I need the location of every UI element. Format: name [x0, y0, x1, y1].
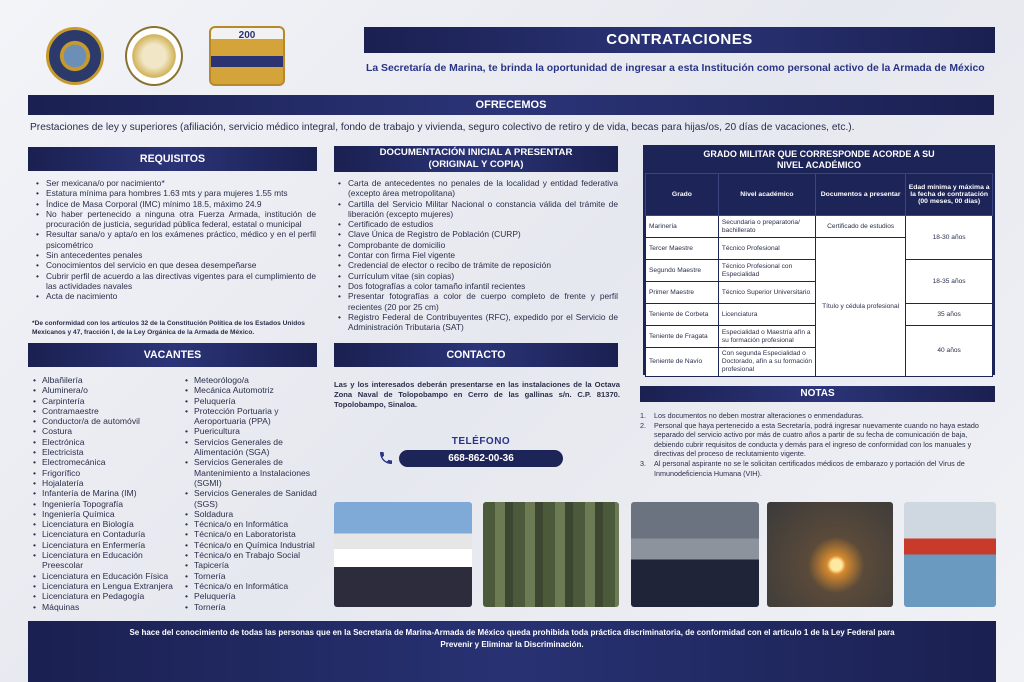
grado-cell: Teniente de Fragata: [646, 326, 719, 348]
list-item: • Protección Portuaria y Aeroportuaria (PPA): [184, 406, 324, 427]
list-item: • Técnica/o en Informática: [184, 519, 324, 529]
list-item: • Índice de Masa Corporal (IMC) mínimo 18.5, máximo 24.9: [34, 199, 316, 209]
table-row: [646, 216, 993, 238]
nivel-cell: Técnico Profesional: [718, 238, 815, 260]
list-item: • Licenciatura en Educación Preescolar: [32, 550, 182, 571]
list-item: • Currículum vitae (sin copias): [336, 271, 618, 281]
list-item: • Servicios Generales de Sanidad (SGS): [184, 488, 324, 509]
list-item: • Licenciatura en Educación Física: [32, 571, 182, 581]
grado-militar-table: [645, 173, 993, 377]
list-item: • Resultar sana/o y apta/o en los exámenes práctico, médico y en el perfil psicométrico: [34, 229, 316, 250]
column-header: Nivel académico: [718, 174, 815, 216]
list-item: • Licenciatura en Enfermería: [32, 540, 182, 550]
intro-text: La Secretaría de Marina, te brinda la oportunidad de ingresar a esta Institución como personal activo de la Armada de México: [366, 63, 985, 74]
list-item: • No haber pertenecido a ninguna otra Fuerza Armada, institución de procuración de justicia, seguridad pública federal, estatal o municipal: [34, 209, 316, 230]
list-item: • Acta de nacimiento: [34, 291, 316, 301]
list-item: • Ser mexicana/o por nacimiento*: [34, 178, 316, 188]
edad-cell: 35 años: [906, 304, 993, 326]
nivel-cell: Técnico Superior Universitario: [718, 282, 815, 304]
vacantes-list-col2: [184, 375, 324, 612]
list-item: • Cartilla del Servicio Militar Nacional o constancia válida del trámite de liberación (excepto mujeres): [336, 199, 618, 220]
requisitos-list: [34, 178, 316, 302]
list-item: • Electrónica: [32, 437, 182, 447]
list-item: • Dos fotografías a color tamaño infantil recientes: [336, 281, 618, 291]
nivel-cell: Licenciatura: [718, 304, 815, 326]
list-item: • Electromecánica: [32, 457, 182, 467]
requisitos-heading: REQUISITOS: [28, 147, 317, 171]
nivel-cell: Técnico Profesional con Especialidad: [718, 260, 815, 282]
grado-heading: [645, 147, 993, 173]
column-header: Edad mínima y máxima a la fecha de contratación (00 meses, 00 días): [906, 174, 993, 216]
list-item: • Soldadura: [184, 509, 324, 519]
list-item: • Credencial de elector o recibo de trámite de reposición: [336, 260, 618, 270]
list-item: • Presentar fotografías a color de cuerpo completo de frente y perfil recientes (20 por 25 cm): [336, 291, 618, 312]
list-item: • Tornería: [184, 571, 324, 581]
list-item: • Técnica/o en Química Industrial: [184, 540, 324, 550]
ofrecemos-heading: OFRECEMOS: [28, 95, 994, 115]
list-item: • Estatura mínima para hombres 1.63 mts y para mujeres 1.55 mts: [34, 188, 316, 198]
secretaria-de-marina-logo: [125, 26, 183, 86]
notas-list: [640, 411, 996, 478]
photo-welding: [767, 502, 893, 607]
list-item: • Aluminera/o: [32, 385, 182, 395]
list-item: • Conductor/a de automóvil: [32, 416, 182, 426]
photo-ceremony: [334, 502, 472, 607]
list-item: • Clave Única de Registro de Población (CURP): [336, 229, 618, 239]
list-item: • Licenciatura en Biología: [32, 519, 182, 529]
grado-cell: Teniente de Navío: [646, 348, 719, 377]
photo-infantry: [483, 502, 619, 607]
phone-icon: [378, 450, 394, 466]
column-header: Documentos a presentar: [816, 174, 906, 216]
grado-heading-line1: GRADO MILITAR QUE CORRESPONDE ACORDE A SU: [703, 149, 935, 159]
list-item: • Comprobante de domicilio: [336, 240, 618, 250]
vacantes-list-col1: [32, 375, 182, 612]
grado-heading-line2: NIVEL ACADÉMICO: [776, 160, 861, 170]
list-item: • Técnica/o en Informática: [184, 581, 324, 591]
grado-cell: Teniente de Corbeta: [646, 304, 719, 326]
list-item: 3. Al personal aspirante no se le solicitan certificados médicos de embarazo y portación del Virus de Inmunodeficiencia Humana (VIH).: [640, 458, 965, 478]
grado-cell: Marinería: [646, 216, 719, 238]
list-item: • Servicios Generales de Mantenimiento a Instalaciones (SGMI): [184, 457, 324, 488]
documentacion-list: [336, 178, 618, 332]
list-item: • Frigorífico: [32, 468, 182, 478]
grado-militar-table-box: [643, 145, 995, 375]
ofrecemos-text: Prestaciones de ley y superiores (afiliación, servicio médico integral, fondo de trabajo y vivienda, seguro colectivo de retiro y de vida, becas para hijas/os, 20 días de vacaciones, etc.).: [30, 122, 855, 133]
list-item: • Costura: [32, 426, 182, 436]
list-item: • Ingeniería Topografía: [32, 499, 182, 509]
list-item: • Licenciatura en Pedagogía: [32, 591, 182, 601]
list-item: • Técnica/o en Trabajo Social: [184, 550, 324, 560]
list-item: • Licenciatura en Contaduría: [32, 529, 182, 539]
list-item: • Servicios Generales de Alimentación (SGA): [184, 437, 324, 458]
list-item: • Contramaestre: [32, 406, 182, 416]
nivel-cell: Con segunda Especialidad o Doctorado, afín a su formación profesional: [718, 348, 815, 377]
list-item: • Máquinas: [32, 602, 182, 612]
vacantes-heading: VACANTES: [28, 343, 317, 367]
nivel-cell: Secundaria o preparatoria/ bachillerato: [718, 216, 815, 238]
list-item: • Albañilería: [32, 375, 182, 385]
bicentenario-logo: 200: [209, 26, 285, 86]
footer-disclaimer: Se hace del conocimiento de todas las personas que en la Secretaría de Marina-Armada de México queda prohibida toda práctica discriminatoria, de conformidad con el artículo 1 de la Ley Federal para Prevenir y Eliminar la Discriminación.: [28, 621, 996, 682]
list-item: • Meteorólogo/a: [184, 375, 324, 385]
list-item: • Tapicería: [184, 560, 324, 570]
marina-seal-logo: [46, 27, 104, 85]
grado-cell: Segundo Maestre: [646, 260, 719, 282]
telefono-number[interactable]: 668-862-00-36: [399, 450, 563, 467]
list-item: • Peluquería: [184, 396, 324, 406]
list-item: • Registro Federal de Contribuyentes (RFC), expedido por el Servicio de Administración Tributaria (SAT): [336, 312, 618, 333]
list-item: • Hojalatería: [32, 478, 182, 488]
column-header: Grado: [646, 174, 719, 216]
contacto-address: Las y los interesados deberán presentarse en las instalaciones de la Octava Zona Naval de Tolopobampo en Cerro de las gallinas s/n. C.P. 81370. Topolobampo, Sinaloa.: [334, 380, 620, 409]
list-item: • Carta de antecedentes no penales de la localidad y entidad federativa (excepto área metropolitana): [336, 178, 618, 199]
list-item: • Peluquería: [184, 591, 324, 601]
list-item: • Certificado de estudios: [336, 219, 618, 229]
grado-cell: Tercer Maestre: [646, 238, 719, 260]
list-item: 1. Los documentos no deben mostrar alteraciones o enmendaduras.: [640, 411, 864, 420]
edad-cell: 18-30 años: [906, 216, 993, 260]
notas-heading: NOTAS: [640, 386, 995, 402]
list-item: • Mecánica Automotriz: [184, 385, 324, 395]
photo-jetski: [904, 502, 996, 607]
list-item: • Carpintería: [32, 396, 182, 406]
list-item: • Licenciatura en Lengua Extranjera: [32, 581, 182, 591]
requisitos-footnote: *De conformidad con los artículos 32 de la Constitución Política de los Estados Unidos Mexicanos y 47, fracción I, de la Ley Orgánica de la Armada de México.: [32, 320, 305, 336]
telefono-label: TELÉFONO: [451, 436, 511, 447]
documentos-cell: Título y cédula profesional: [816, 238, 906, 377]
documentacion-heading-line2: (ORIGINAL Y COPIA): [428, 159, 524, 170]
list-item: • Infantería de Marina (IM): [32, 488, 182, 498]
list-item: • Cubrir perfil de acuerdo a las directivas vigentes para el cumplimiento de las actividades navales: [34, 271, 316, 292]
documentos-cell: Certificado de estudios: [816, 216, 906, 238]
documentacion-heading-line1: DOCUMENTACIÓN INICIAL A PRESENTAR: [379, 147, 573, 158]
list-item: • Ingeniería Química: [32, 509, 182, 519]
list-item: • Contar con firma Fiel vigente: [336, 250, 618, 260]
page-title: CONTRATACIONES: [364, 27, 995, 53]
list-item: • Conocimientos del servicio en que desea desempeñarse: [34, 260, 316, 270]
list-item: • Sin antecedentes penales: [34, 250, 316, 260]
photo-worker: [631, 502, 759, 607]
list-item: • Técnica/o en Laboratorista: [184, 529, 324, 539]
contacto-heading: CONTACTO: [334, 343, 618, 367]
edad-cell: 40 años: [906, 326, 993, 377]
list-item: • Tornería: [184, 602, 324, 612]
list-item: • Electricista: [32, 447, 182, 457]
list-item: • Puericultura: [184, 426, 324, 436]
edad-cell: 18-35 años: [906, 260, 993, 304]
nivel-cell: Especialidad o Maestría afín a su formación profesional: [718, 326, 815, 348]
documentacion-heading: [334, 146, 618, 172]
list-item: 2. Personal que haya pertenecido a esta Secretaría, podrá ingresar nuevamente cuando no haya estado separado del servicio activo por más de cuatro años a partir de su fecha de comunicación de baja, debiendo cubrir requisitos de conducta y demás para el ingreso de conformidad con los manuales y directivas del proceso de reclutamiento vigente.: [640, 420, 979, 459]
grado-cell: Primer Maestre: [646, 282, 719, 304]
